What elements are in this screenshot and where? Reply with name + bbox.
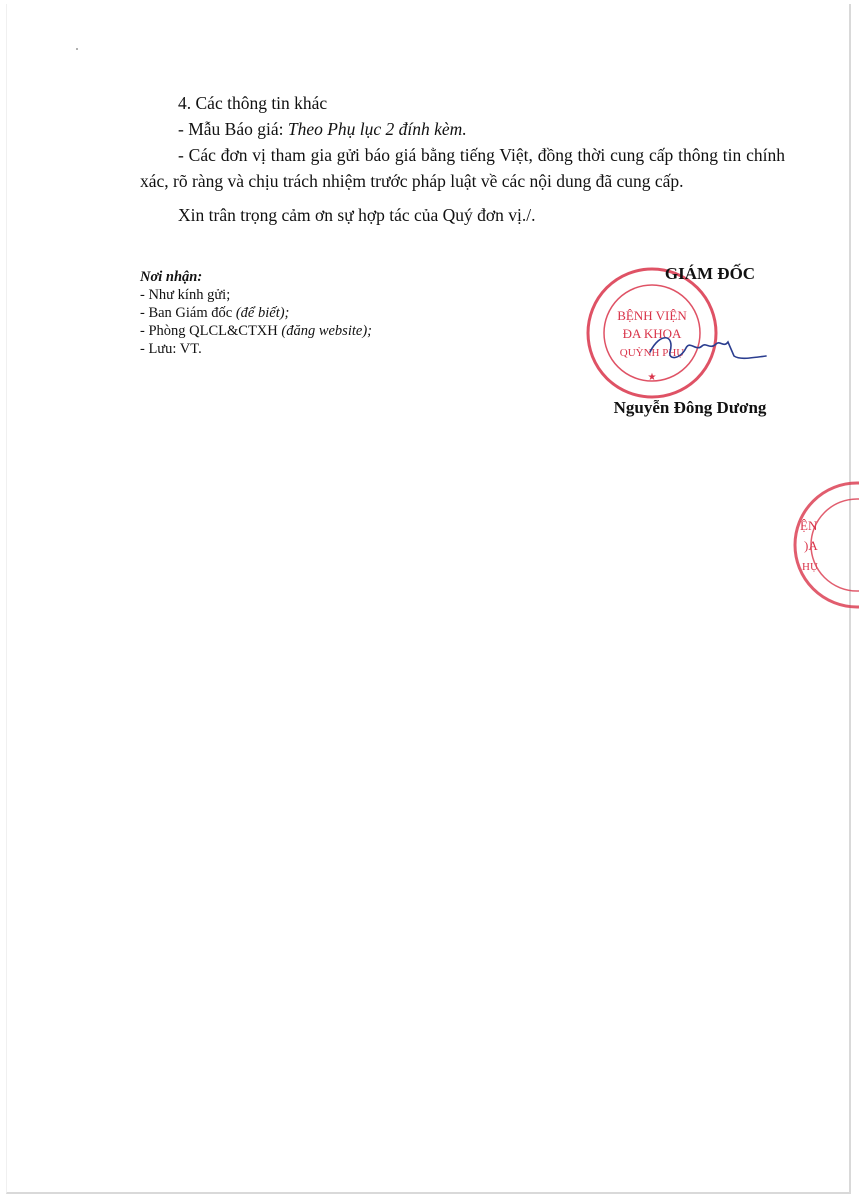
recipients-heading: Nơi nhận:: [140, 269, 203, 285]
svg-text:ỆN: ỆN: [800, 518, 818, 533]
quote-form-line: [140, 116, 785, 142]
signer-title: GIÁM ĐỐC: [664, 264, 756, 283]
recipient-item: - Phòng QLCL&CTXH (đăng website);: [140, 323, 372, 339]
language-paragraph: - Các đơn vị tham gia gửi báo giá bằng tiếng Việt, đồng thời cung cấp thông tin chính xác, rõ ràng và chịu trách nhiệm trước pháp luật về các nội dung đã cung cấp.: [140, 145, 785, 191]
svg-text:HỤ: HỤ: [802, 561, 818, 573]
recipient-item: - Lưu: VT.: [140, 341, 202, 357]
seal-line-2: ĐA KHOA: [622, 326, 682, 341]
recipient-item: - Như kính gửi;: [140, 287, 231, 303]
partial-seal: [790, 480, 859, 610]
seal-line-3: QUỲNH PHỤ: [619, 347, 685, 359]
recipient-item: - Ban Giám đốc (để biết);: [140, 305, 290, 321]
signature: [640, 322, 770, 372]
scan-speck: [76, 48, 78, 50]
star-icon: ★: [647, 372, 657, 383]
document-body: [140, 90, 785, 228]
section-heading: 4. Các thông tin khác: [178, 93, 328, 113]
quote-form-value: Theo Phụ lục 2 đính kèm.: [287, 119, 467, 139]
seal-line-1: BỆNH VIỆN: [617, 308, 687, 323]
recipients-block: [140, 268, 460, 358]
signer-name: Nguyễn Đông Dương: [613, 398, 767, 417]
closing-line: Xin trân trọng cảm ơn sự hợp tác của Quý đơn vị./.: [178, 205, 536, 225]
quote-form-prefix: - Mẫu Báo giá:: [178, 119, 288, 139]
svg-text:)A: )A: [804, 538, 818, 553]
